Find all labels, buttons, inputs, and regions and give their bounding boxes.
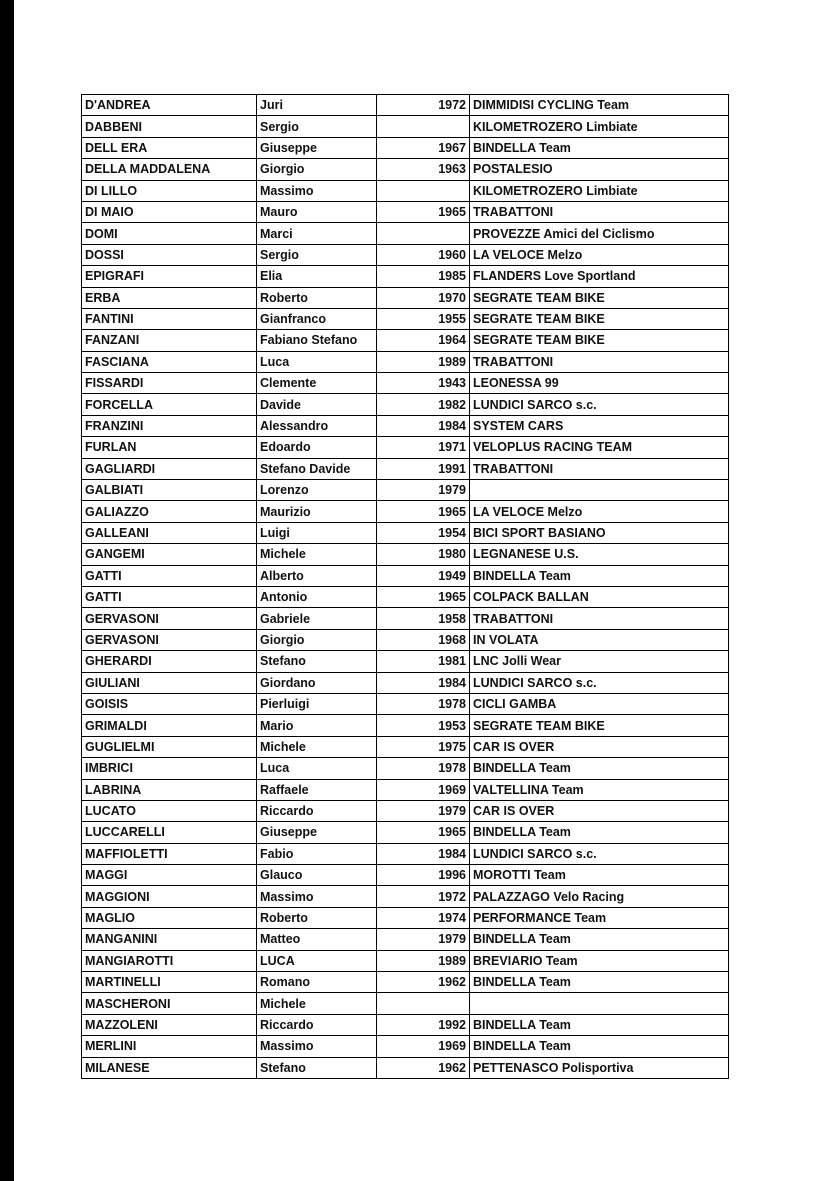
team-cell: DIMMIDISI CYCLING Team [470,95,729,116]
first-name-cell: Alessandro [257,415,377,436]
team-cell: SYSTEM CARS [470,415,729,436]
table-row [82,437,729,458]
first-name-cell: Luigi [257,522,377,543]
surname-cell: FANTINI [82,308,257,329]
birth-year-cell: 1968 [377,629,470,650]
team-cell: BINDELLA Team [470,565,729,586]
birth-year-cell: 1969 [377,1036,470,1057]
birth-year-cell: 1972 [377,95,470,116]
team-cell: BICI SPORT BASIANO [470,522,729,543]
team-cell: LUNDICI SARCO s.c. [470,843,729,864]
table-row [82,415,729,436]
table-row [82,715,729,736]
table-row [82,822,729,843]
table-row [82,693,729,714]
surname-cell: DOMI [82,223,257,244]
table-row [82,544,729,565]
surname-cell: MANGIAROTTI [82,950,257,971]
first-name-cell: Raffaele [257,779,377,800]
first-name-cell: Michele [257,993,377,1014]
birth-year-cell: 1972 [377,886,470,907]
table-row [82,330,729,351]
first-name-cell: LUCA [257,950,377,971]
team-cell: PROVEZZE Amici del Ciclismo [470,223,729,244]
first-name-cell: Sergio [257,244,377,265]
birth-year-cell: 1981 [377,651,470,672]
table-row [82,843,729,864]
birth-year-cell: 1984 [377,843,470,864]
team-cell: KILOMETROZERO Limbiate [470,180,729,201]
surname-cell: FANZANI [82,330,257,351]
birth-year-cell: 1980 [377,544,470,565]
surname-cell: MAGLIO [82,907,257,928]
surname-cell: GERVASONI [82,629,257,650]
surname-cell: GERVASONI [82,608,257,629]
team-cell: TRABATTONI [470,351,729,372]
team-cell: BINDELLA Team [470,1014,729,1035]
birth-year-cell: 1996 [377,865,470,886]
first-name-cell: Stefano [257,651,377,672]
birth-year-cell: 1989 [377,351,470,372]
first-name-cell: Lorenzo [257,480,377,501]
table-row [82,95,729,116]
birth-year-cell [377,993,470,1014]
surname-cell: GAGLIARDI [82,458,257,479]
surname-cell: MASCHERONI [82,993,257,1014]
team-cell: SEGRATE TEAM BIKE [470,287,729,308]
birth-year-cell: 1970 [377,287,470,308]
birth-year-cell [377,116,470,137]
table-row [82,779,729,800]
birth-year-cell: 1974 [377,907,470,928]
team-cell: SEGRATE TEAM BIKE [470,308,729,329]
birth-year-cell: 1979 [377,480,470,501]
first-name-cell: Giuseppe [257,137,377,158]
team-cell: PERFORMANCE Team [470,907,729,928]
table-row [82,800,729,821]
birth-year-cell: 1971 [377,437,470,458]
table-row [82,394,729,415]
first-name-cell: Sergio [257,116,377,137]
birth-year-cell: 1985 [377,266,470,287]
birth-year-cell [377,223,470,244]
surname-cell: FRANZINI [82,415,257,436]
birth-year-cell: 1965 [377,201,470,222]
birth-year-cell: 1965 [377,586,470,607]
surname-cell: DOSSI [82,244,257,265]
first-name-cell: Davide [257,394,377,415]
surname-cell: GALBIATI [82,480,257,501]
table-row [82,886,729,907]
surname-cell: LUCCARELLI [82,822,257,843]
first-name-cell: Alberto [257,565,377,586]
first-name-cell: Michele [257,736,377,757]
surname-cell: FURLAN [82,437,257,458]
surname-cell: MAZZOLENI [82,1014,257,1035]
surname-cell: GANGEMI [82,544,257,565]
first-name-cell: Mario [257,715,377,736]
table-row [82,201,729,222]
first-name-cell: Antonio [257,586,377,607]
first-name-cell: Riccardo [257,800,377,821]
table-row [82,159,729,180]
surname-cell: IMBRICI [82,758,257,779]
birth-year-cell: 1978 [377,758,470,779]
table-row [82,480,729,501]
team-cell: CAR IS OVER [470,736,729,757]
first-name-cell: Stefano [257,1057,377,1078]
table-row [82,907,729,928]
team-cell: BREVIARIO Team [470,950,729,971]
table-row [82,651,729,672]
surname-cell: LABRINA [82,779,257,800]
table-row [82,736,729,757]
team-cell: LA VELOCE Melzo [470,501,729,522]
birth-year-cell: 1962 [377,972,470,993]
first-name-cell: Glauco [257,865,377,886]
team-cell: POSTALESIO [470,159,729,180]
first-name-cell: Romano [257,972,377,993]
surname-cell: GOISIS [82,693,257,714]
team-cell [470,993,729,1014]
birth-year-cell: 1991 [377,458,470,479]
birth-year-cell: 1984 [377,672,470,693]
surname-cell: DELL ERA [82,137,257,158]
table-row [82,629,729,650]
table-row [82,1014,729,1035]
team-cell: LNC Jolli Wear [470,651,729,672]
team-cell: MOROTTI Team [470,865,729,886]
team-cell: BINDELLA Team [470,758,729,779]
team-cell: BINDELLA Team [470,1036,729,1057]
birth-year-cell: 1954 [377,522,470,543]
table-row [82,672,729,693]
surname-cell: ERBA [82,287,257,308]
first-name-cell: Riccardo [257,1014,377,1035]
team-cell: TRABATTONI [470,458,729,479]
surname-cell: MERLINI [82,1036,257,1057]
surname-cell: LUCATO [82,800,257,821]
surname-cell: D'ANDREA [82,95,257,116]
first-name-cell: Clemente [257,373,377,394]
birth-year-cell: 1958 [377,608,470,629]
first-name-cell: Maurizio [257,501,377,522]
birth-year-cell: 1943 [377,373,470,394]
first-name-cell: Massimo [257,180,377,201]
team-cell: IN VOLATA [470,629,729,650]
birth-year-cell: 1967 [377,137,470,158]
riders-table-body [82,95,729,1079]
team-cell: BINDELLA Team [470,822,729,843]
surname-cell: MANGANINI [82,929,257,950]
team-cell: PETTENASCO Polisportiva [470,1057,729,1078]
table-row [82,287,729,308]
table-row [82,308,729,329]
surname-cell: DELLA MADDALENA [82,159,257,180]
table-row [82,137,729,158]
team-cell: VELOPLUS RACING TEAM [470,437,729,458]
first-name-cell: Michele [257,544,377,565]
team-cell: BINDELLA Team [470,929,729,950]
team-cell: TRABATTONI [470,201,729,222]
team-cell: KILOMETROZERO Limbiate [470,116,729,137]
table-row [82,351,729,372]
team-cell: COLPACK BALLAN [470,586,729,607]
riders-table [81,94,729,1079]
birth-year-cell: 1963 [377,159,470,180]
team-cell: LA VELOCE Melzo [470,244,729,265]
surname-cell: FASCIANA [82,351,257,372]
surname-cell: FISSARDI [82,373,257,394]
surname-cell: FORCELLA [82,394,257,415]
birth-year-cell: 1992 [377,1014,470,1035]
document-page [14,0,834,1181]
surname-cell: MAFFIOLETTI [82,843,257,864]
table-row [82,758,729,779]
birth-year-cell: 1962 [377,1057,470,1078]
team-cell: BINDELLA Team [470,972,729,993]
birth-year-cell: 1955 [377,308,470,329]
first-name-cell: Massimo [257,1036,377,1057]
birth-year-cell: 1969 [377,779,470,800]
first-name-cell: Massimo [257,886,377,907]
table-row [82,608,729,629]
team-cell: LEONESSA 99 [470,373,729,394]
first-name-cell: Pierluigi [257,693,377,714]
birth-year-cell: 1949 [377,565,470,586]
table-row [82,565,729,586]
team-cell: VALTELLINA Team [470,779,729,800]
first-name-cell: Mauro [257,201,377,222]
table-row [82,929,729,950]
first-name-cell: Marci [257,223,377,244]
birth-year-cell: 1978 [377,693,470,714]
surname-cell: DI MAIO [82,201,257,222]
surname-cell: MAGGI [82,865,257,886]
first-name-cell: Juri [257,95,377,116]
surname-cell: MILANESE [82,1057,257,1078]
table-row [82,180,729,201]
first-name-cell: Roberto [257,907,377,928]
team-cell: BINDELLA Team [470,137,729,158]
birth-year-cell: 1953 [377,715,470,736]
first-name-cell: Giorgio [257,629,377,650]
first-name-cell: Luca [257,351,377,372]
birth-year-cell: 1979 [377,929,470,950]
first-name-cell: Edoardo [257,437,377,458]
table-row [82,1036,729,1057]
surname-cell: EPIGRAFI [82,266,257,287]
table-row [82,458,729,479]
surname-cell: MARTINELLI [82,972,257,993]
table-row [82,972,729,993]
first-name-cell: Giordano [257,672,377,693]
table-row [82,522,729,543]
surname-cell: MAGGIONI [82,886,257,907]
surname-cell: GRIMALDI [82,715,257,736]
table-row [82,1057,729,1078]
first-name-cell: Roberto [257,287,377,308]
table-row [82,501,729,522]
birth-year-cell: 1964 [377,330,470,351]
table-row [82,865,729,886]
team-cell: LUNDICI SARCO s.c. [470,394,729,415]
birth-year-cell: 1975 [377,736,470,757]
birth-year-cell: 1989 [377,950,470,971]
birth-year-cell: 1960 [377,244,470,265]
table-row [82,244,729,265]
first-name-cell: Elia [257,266,377,287]
table-row [82,993,729,1014]
first-name-cell: Gabriele [257,608,377,629]
table-row [82,586,729,607]
first-name-cell: Giuseppe [257,822,377,843]
team-cell [470,480,729,501]
team-cell: LEGNANESE U.S. [470,544,729,565]
first-name-cell: Luca [257,758,377,779]
table-row [82,223,729,244]
team-cell: PALAZZAGO Velo Racing [470,886,729,907]
surname-cell: GALLEANI [82,522,257,543]
birth-year-cell: 1965 [377,822,470,843]
surname-cell: GHERARDI [82,651,257,672]
table-row [82,373,729,394]
surname-cell: GALIAZZO [82,501,257,522]
team-cell: TRABATTONI [470,608,729,629]
first-name-cell: Giorgio [257,159,377,180]
birth-year-cell: 1965 [377,501,470,522]
surname-cell: GATTI [82,565,257,586]
first-name-cell: Matteo [257,929,377,950]
table-row [82,266,729,287]
first-name-cell: Gianfranco [257,308,377,329]
team-cell: CICLI GAMBA [470,693,729,714]
table-row [82,116,729,137]
surname-cell: GATTI [82,586,257,607]
surname-cell: GIULIANI [82,672,257,693]
surname-cell: GUGLIELMI [82,736,257,757]
first-name-cell: Stefano Davide [257,458,377,479]
team-cell: FLANDERS Love Sportland [470,266,729,287]
team-cell: LUNDICI SARCO s.c. [470,672,729,693]
table-row [82,950,729,971]
birth-year-cell [377,180,470,201]
team-cell: CAR IS OVER [470,800,729,821]
first-name-cell: Fabio [257,843,377,864]
team-cell: SEGRATE TEAM BIKE [470,715,729,736]
birth-year-cell: 1979 [377,800,470,821]
birth-year-cell: 1982 [377,394,470,415]
first-name-cell: Fabiano Stefano [257,330,377,351]
birth-year-cell: 1984 [377,415,470,436]
surname-cell: DABBENI [82,116,257,137]
team-cell: SEGRATE TEAM BIKE [470,330,729,351]
surname-cell: DI LILLO [82,180,257,201]
